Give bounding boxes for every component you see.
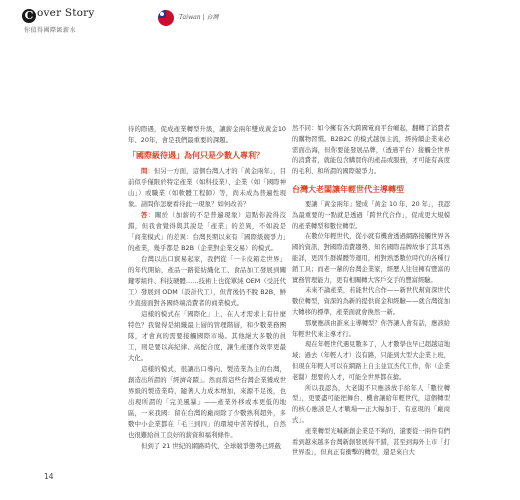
question-heading: 「國際級待遇」為何只是少數人專利？ — [128, 151, 264, 160]
right-paragraph: 現在年輕世代遇見數多了，人才數學也早已超越這地域；過去（年輕人才）沒有路，只能到大型大企業上班，但現在年輕人可以在網路上自主並宣杰代工作，你（企業老闆）想要的人才，可能全世界都在搶。 — [292, 341, 450, 381]
left-paragraph: 但到了 21 世紀的網路時代，全球競爭態勢已經截 — [141, 442, 282, 450]
question-speaker: 問 — [141, 167, 148, 175]
article-left-column — [128, 124, 286, 452]
answer-speaker: 答 — [141, 211, 148, 219]
cover-story-logo — [22, 7, 118, 41]
left-paragraph: 台灣以出口貿易起家，我們從「一卡皮箱走世界」的年代開始，產品一路從紡織化工、食品加工發展到關鍵零組件、科技硬體……技術上也從單純 OEM（受託代工）發展到 ODM（設計代工），但背後仍不脫 B2B，鮮少直接面對各國終端消費者的商業模式。 — [128, 255, 286, 307]
country-label: Taiwan | 台灣 — [179, 14, 219, 21]
right-paragraph: 所以我認為，大老闆不只應該放手給年人「數位轉型」，更要盡可能把舞台、機會讓給年輕世代，這個轉型的核心應該是人才戰場──正大幅加于、有意現的「廠商式」。 — [292, 384, 450, 424]
question-paragraph — [128, 166, 286, 210]
right-paragraph: 在數位年輕世代，從小就有機會透過網路接觸世界各國的資訊，對國際消費趨勢、知名國際品牌故事了其耳熟能詳，更因生群媒體等運用，相對熟悉數位時代的各種行銷工具；而老一輩的台灣企業家，經歷人往往擁有豐富的實務管理能力，更有相關轉大客戶交手的豐富經驗。 — [292, 233, 450, 284]
cover-story-subtitle: 你值得國際級薪水 — [24, 27, 77, 34]
taiwan-flag-icon — [158, 10, 174, 26]
section-heading: 台灣大老闆讓年輕世代主導轉型 — [292, 184, 404, 194]
question-text: ：但另一方面，這個台灣人才的「黃金兩年」，目前似乎僅限於特定產業（如科技業）、企業（如「國際神山」）或職業（如軟體工程師）等，尚未成為普遍性現象。請問你怎麼看待此一現象？如何改善？ — [128, 167, 286, 208]
left-paragraph: 這樣的模式在「國際化」上，在人才需求上有什麼特色？我覺得是組織最上層的管理階層，和少數業務團隊，才會真的需要接觸國際市場。其他絕大多數的員工，則是要以高紀律、高配合度，讓生產運作效率更最大化。 — [128, 310, 286, 362]
answer-paragraph — [128, 210, 286, 254]
left-paragraph: 這樣的模式，很讓出口導向、製造業為主的台灣，創造出所謂的「經濟奇蹟」。然而當這些台灣企業獲成世界級的製造業時，隨著人力成本增加，來源不足後，也出現所謂的「完美風暴」——產業外移或本更低的地區，一來我國：留在台灣的廠商除了少數熟利超外，多數中小企業都在「毛三到四」的環境中苦苦撐扎，自然也很難給員工良好的薪資和福利條件。 — [128, 365, 286, 439]
cover-story-title: over Story — [37, 7, 95, 19]
right-paragraph: 要讓「黃金兩年」變成「黃金 10 年、20 年」，我認為最重要的一點就是透過「跨世代合作」，促成更大規模的產業轉型和數位轉型。 — [292, 200, 450, 230]
logo-c-mark: C — [22, 9, 36, 23]
flag-sun — [160, 12, 164, 16]
right-paragraph: 未來不論產業，若能世代合作——新世代幫資深世代數位轉型，資深的為新的提供資金和經驗——就合灣從加大轉移的標準，產業面就會換然一新。 — [292, 287, 450, 316]
article-right-column — [292, 124, 450, 459]
right-paragraph: 產業轉型光喊新創企業是不夠的，還要從一兩件有們看到越來越多台灣新創發展得不錯，甚至到海外上市「打世界盃」，但真正有衝擊的轉型，還是來自大 — [292, 427, 450, 457]
right-intro: 然不同：如今擁有各大跨國電商平台崛起，翻轉了消費者的購物習慣。B2B2C 的模式越加主流，經持續企業來必需面出海，但你要能發展品牌，（透過平台）接觸全世界的消費者，就能包含購買你的產品或服務，才可能有高度的毛利、和所謂的國際競爭力。 — [292, 125, 450, 176]
answer-text: ：關於（加薪的不是普遍現象）這點你說得沒錯，但我會覺得與其說是「產業」的差異，不如說是「商業模式」的差異：台灣長期以來有「國際級競爭力」的產業，幾乎都是 B2B（企業對企業交易）的模式。 — [128, 211, 287, 252]
right-paragraph: 那麼應該由誰來主導轉型？你答讓人會有話，應該給年輕世代來主導才行。 — [292, 319, 450, 338]
flag-canton — [158, 10, 166, 18]
left-intro: 待的際遇，促成產業轉型升級，讓薪金兩年雙成黃金10年、20年，會是我們最重要的課題。 — [128, 125, 286, 144]
page-number: 14 — [44, 472, 54, 481]
